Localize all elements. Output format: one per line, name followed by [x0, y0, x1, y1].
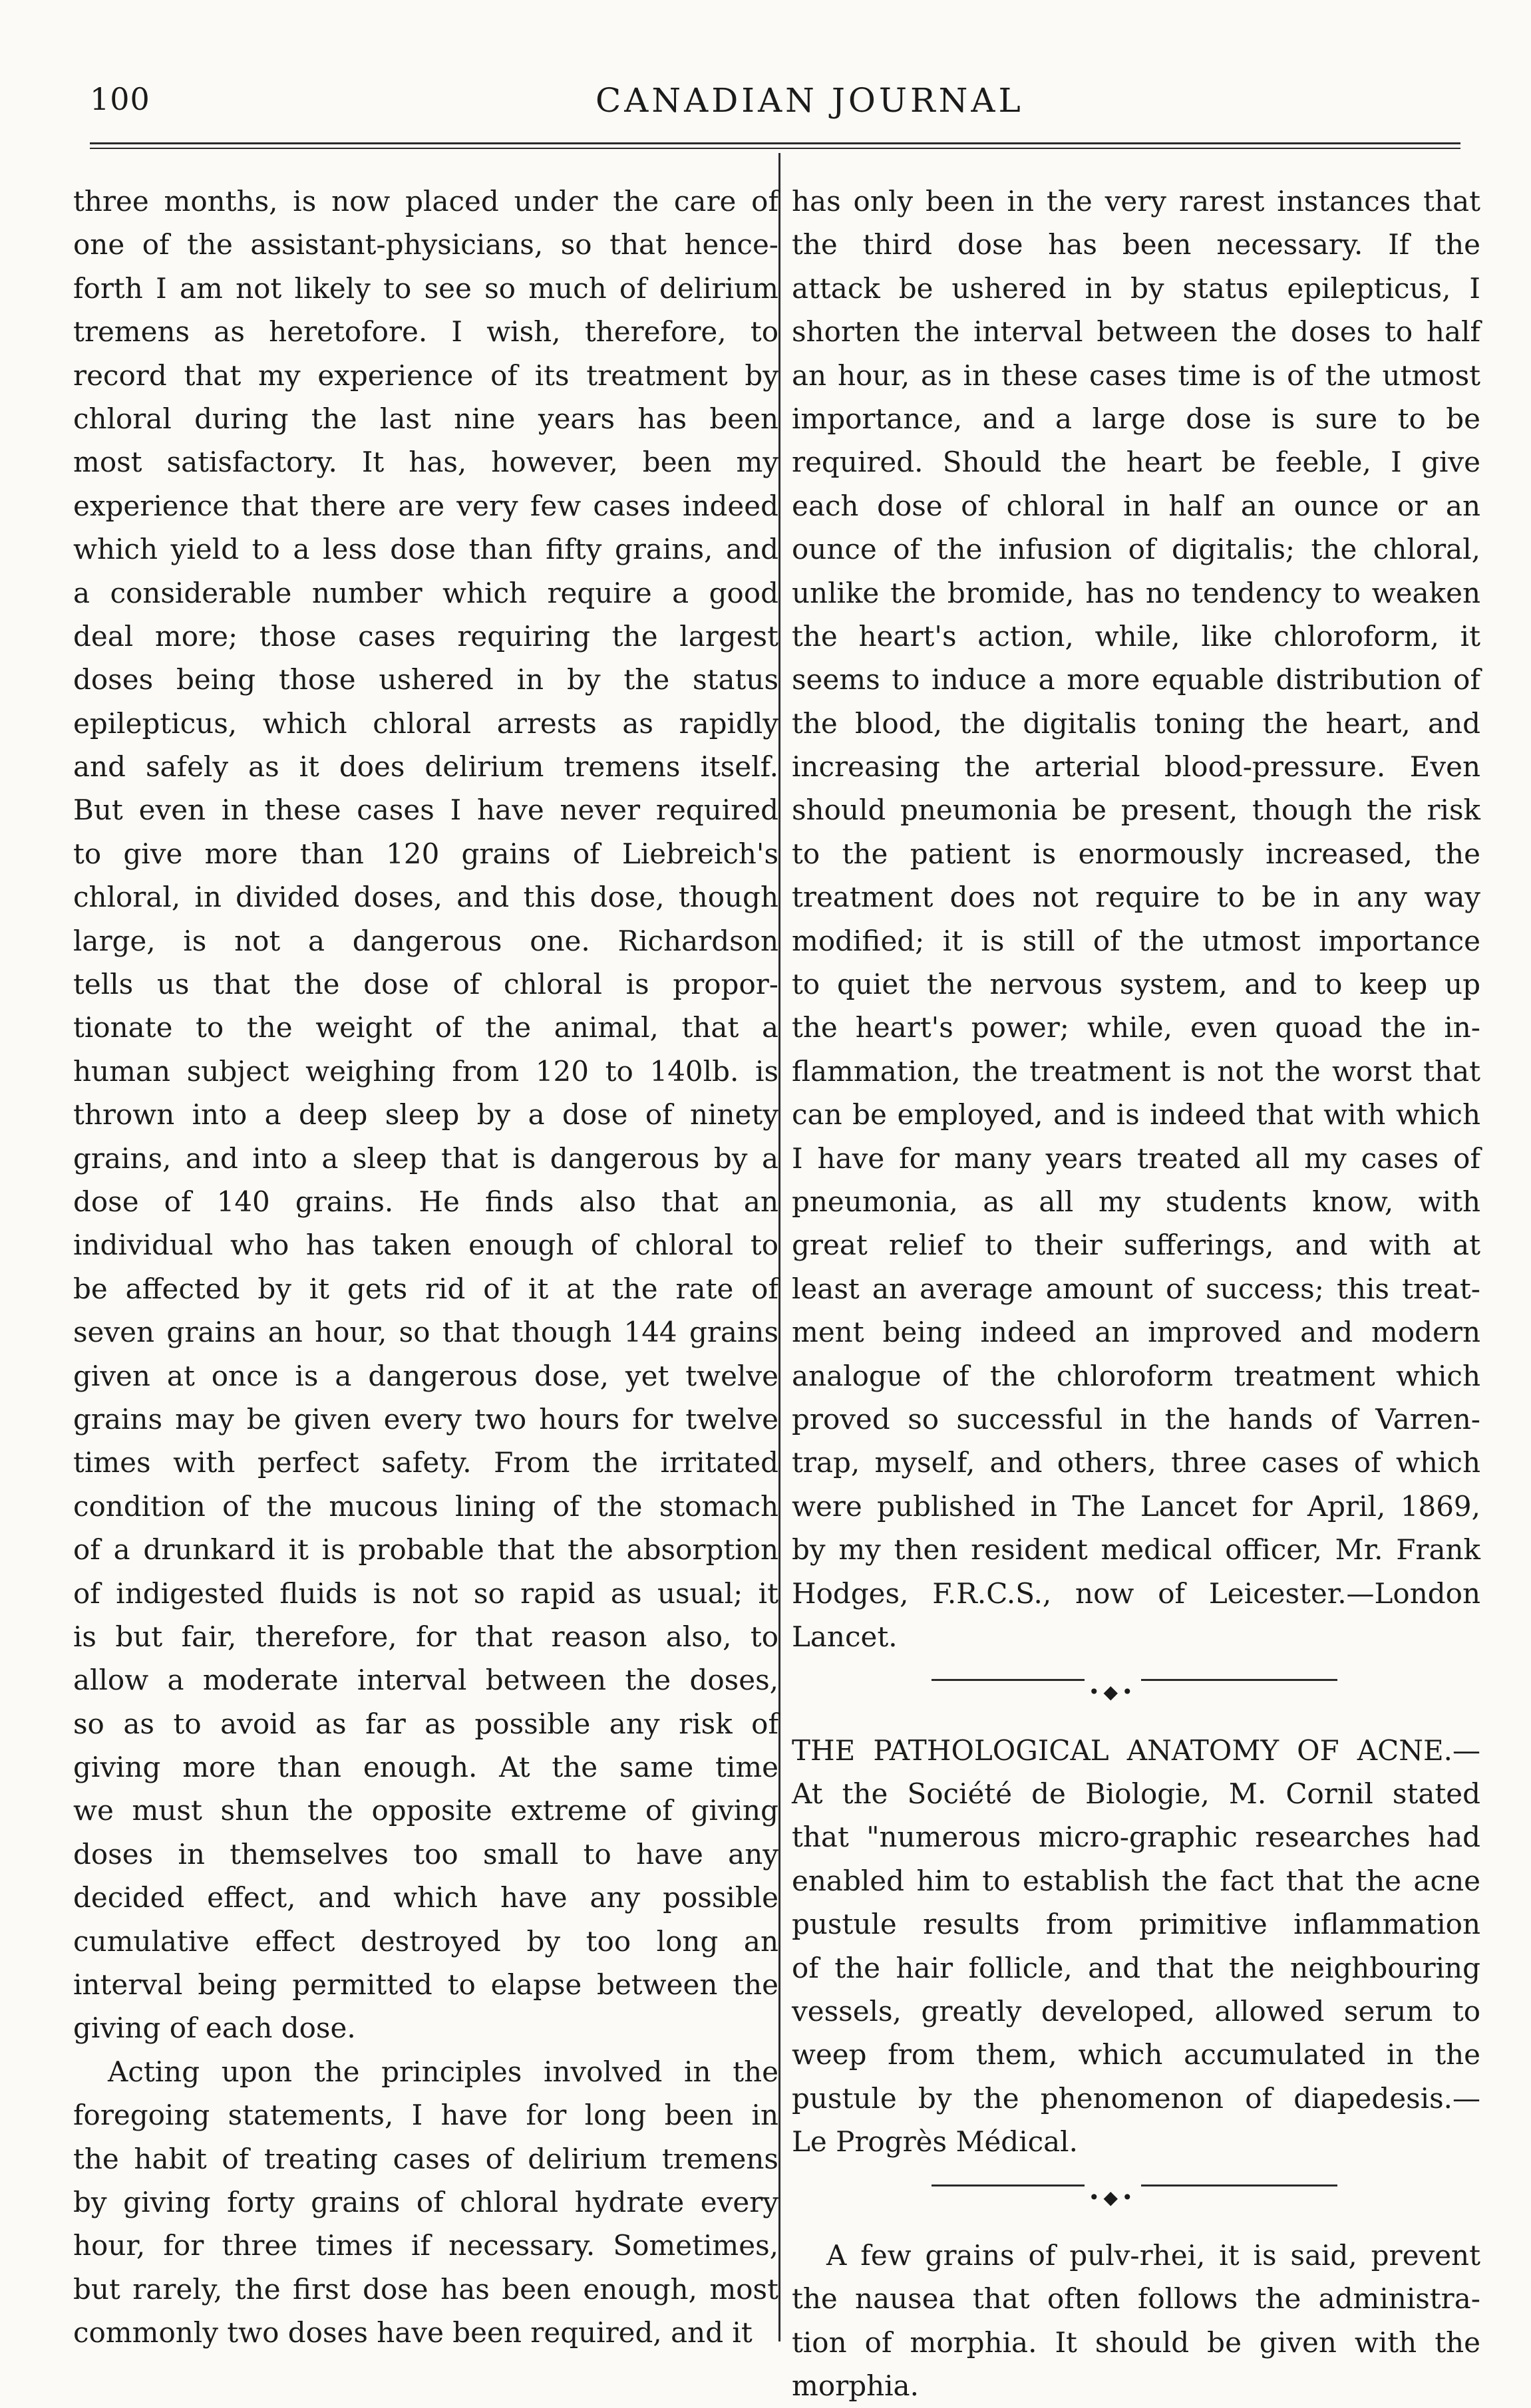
left-column-line: most satisfactory. It has, however, been my: [73, 446, 778, 479]
article-line: to quiet the nervous system, and to keep up: [792, 968, 1480, 1001]
section-separator: [792, 1658, 1480, 1702]
article-line: to the patient is enormously increased, the: [792, 837, 1480, 870]
rhubarb-item-line: A few grains of pulv-rhei, it is said, prevent: [826, 2238, 1480, 2272]
section-separator: [792, 2164, 1480, 2207]
left-column: [73, 180, 778, 2355]
article-line: least an average amount of success; this treat-: [792, 1272, 1480, 1305]
rhubarb-item-line: morphia.: [792, 2369, 919, 2403]
left-column-line: doses being those ushered in by the status: [73, 663, 778, 696]
rhubarb-item-line: tion of morphia. It should be given with the: [792, 2326, 1480, 2359]
page-number: 100: [90, 81, 150, 117]
left-column-line: by giving forty grains of chloral hydrate every: [73, 2185, 778, 2218]
left-column-line: of indigested fluids is not so rapid as usual; it: [73, 1577, 778, 1610]
article-line: treatment does not require to be in any way: [792, 881, 1480, 914]
left-column-line: three months, is now placed under the care of: [73, 185, 778, 218]
acne-item-line: Le Progrès Médical.: [792, 2125, 1078, 2159]
left-column-line: deal more; those cases requiring the largest: [73, 619, 778, 653]
left-column-line: so as to avoid as far as possible any risk of: [73, 1707, 778, 1740]
article-line: an hour, as in these cases time is of the utmost: [792, 359, 1480, 392]
header-rule-inner: [90, 148, 1460, 149]
left-column-line: forth I am not likely to see so much of delirium: [73, 271, 778, 305]
left-column-line: doses in themselves too small to have any: [73, 1837, 778, 1871]
left-column-line: seven grains an hour, so that though 144 grains: [73, 1316, 778, 1349]
article-line: proved so successful in the hands of Varren-: [792, 1402, 1480, 1435]
left-column-line: the habit of treating cases of delirium tremens: [73, 2142, 778, 2175]
column-divider: [778, 153, 780, 2341]
article-line: analogue of the chloroform treatment which: [792, 1359, 1480, 1392]
article-line: increasing the arterial blood-pressure. Even: [792, 750, 1480, 784]
article-line: the heart's power; while, even quoad the in-: [792, 1011, 1480, 1044]
left-column-line: Acting upon the principles involved in the: [108, 2055, 778, 2088]
acne-item-line: THE PATHOLOGICAL ANATOMY OF ACNE.—: [792, 1733, 1480, 1767]
article-line: ounce of the infusion of digitalis; the chloral,: [792, 533, 1480, 566]
acne-item-line: enabled him to establish the fact that the acne: [792, 1864, 1480, 1897]
left-column-line: dose of 140 grains. He finds also that an: [73, 1185, 778, 1218]
left-column-line: times with perfect safety. From the irritated: [73, 1446, 778, 1479]
left-column-line: But even in these cases I have never required: [73, 794, 778, 827]
left-column-line: foregoing statements, I have for long been in: [73, 2099, 778, 2132]
header-rule: [90, 142, 1460, 144]
article-line: seems to induce a more equable distribution of: [792, 663, 1480, 696]
article-line: the heart's action, while, like chloroform, it: [792, 619, 1480, 653]
article-line: I have for many years treated all my cases of: [792, 1141, 1480, 1175]
article-line: unlike the bromide, has no tendency to weaken: [792, 576, 1480, 609]
article-line: were published in The Lancet for April, 1869,: [792, 1489, 1480, 1523]
left-column-line: be affected by it gets rid of it at the rate of: [73, 1272, 778, 1305]
article-line: the blood, the digitalis toning the heart, and: [792, 706, 1480, 740]
article-line: required. Should the heart be feeble, I give: [792, 446, 1480, 479]
separator-ornament: •◆•: [1085, 2176, 1141, 2219]
article-line: each dose of chloral in half an ounce or an: [792, 489, 1480, 522]
left-column-line: which yield to a less dose than fifty grains, and: [73, 533, 778, 566]
left-column-line: large, is not a dangerous one. Richardson: [73, 924, 778, 957]
left-column-line: tremens as heretofore. I wish, therefore, to: [73, 315, 778, 349]
left-column-line: of a drunkard it is probable that the absorption: [73, 1533, 778, 1567]
left-column-line: record that my experience of its treatment by: [73, 359, 778, 392]
left-column-line: human subject weighing from 120 to 140lb. is: [73, 1054, 778, 1088]
left-column-line: individual who has taken enough of chloral to: [73, 1229, 778, 1262]
acne-item-line: that "numerous micro-graphic researches had: [792, 1821, 1480, 1854]
acne-item-line: pustule by the phenomenon of diapedesis.—: [792, 2081, 1480, 2115]
article-line: should pneumonia be present, though the risk: [792, 794, 1480, 827]
page-header: [90, 81, 1457, 128]
left-column-line: decided effect, and which have any possible: [73, 1881, 778, 1914]
left-column-line: is but fair, therefore, for that reason also, to: [73, 1620, 778, 1653]
left-column-line: interval being permitted to elapse between the: [73, 1968, 778, 2002]
article-line: importance, and a large dose is sure to be: [792, 402, 1480, 435]
left-column-line: chloral, in divided doses, and this dose, though: [73, 881, 778, 914]
left-column-line: grains may be given every two hours for twelve: [73, 1402, 778, 1435]
acne-item-line: of the hair follicle, and that the neighbouring: [792, 1951, 1480, 1984]
left-column-line: cumulative effect destroyed by too long an: [73, 1924, 778, 1958]
running-title: CANADIAN JOURNAL: [595, 81, 1024, 120]
article-line: Hodges, F.R.C.S., now of Leicester.—London: [792, 1577, 1480, 1610]
article-line: has only been in the very rarest instances that: [792, 185, 1480, 218]
left-column-line: to give more than 120 grains of Liebreich's: [73, 837, 778, 870]
left-column-line: commonly two doses have been required, and it: [73, 2316, 753, 2349]
left-column-line: given at once is a dangerous dose, yet twelve: [73, 1359, 778, 1392]
acne-item-line: At the Société de Biologie, M. Cornil stated: [792, 1777, 1480, 1811]
article-line: ment being indeed an improved and modern: [792, 1316, 1480, 1349]
article-line: the third dose has been necessary. If the: [792, 228, 1480, 261]
article-line: attack be ushered in by status epilepticus, I: [792, 271, 1480, 305]
left-column-line: grains, and into a sleep that is dangerous by a: [73, 1141, 778, 1175]
right-column: [792, 180, 1480, 2408]
article-line: pneumonia, as all my students know, with: [792, 1185, 1480, 1218]
left-column-line: epilepticus, which chloral arrests as rapidly: [73, 706, 778, 740]
acne-item-line: vessels, greatly developed, allowed serum to: [792, 1995, 1480, 2028]
article-line: flammation, the treatment is not the worst that: [792, 1054, 1480, 1088]
acne-item-line: weep from them, which accumulated in the: [792, 2038, 1480, 2071]
article-line: trap, myself, and others, three cases of which: [792, 1446, 1480, 1479]
left-column-line: and safely as it does delirium tremens itself.: [73, 750, 778, 784]
article-line: Lancet.: [792, 1620, 898, 1653]
article-line: shorten the interval between the doses to half: [792, 315, 1480, 349]
left-column-line: thrown into a deep sleep by a dose of ninety: [73, 1098, 778, 1131]
article-line: modified; it is still of the utmost importance: [792, 924, 1480, 957]
left-column-line: tionate to the weight of the animal, that a: [73, 1011, 778, 1044]
left-column-line: condition of the mucous lining of the stomach: [73, 1489, 778, 1523]
left-column-line: hour, for three times if necessary. Sometimes,: [73, 2229, 778, 2262]
left-column-line: giving of each dose.: [73, 2012, 356, 2045]
left-column-line: tells us that the dose of chloral is propor-: [73, 968, 778, 1001]
left-column-line: chloral during the last nine years has been: [73, 402, 778, 435]
left-column-line: but rarely, the first dose has been enough, most: [73, 2272, 778, 2306]
left-column-line: we must shun the opposite extreme of giving: [73, 1794, 778, 1827]
article-line: by my then resident medical officer, Mr. Frank: [792, 1533, 1480, 1567]
left-column-line: giving more than enough. At the same time: [73, 1751, 778, 1784]
left-column-line: experience that there are very few cases indeed: [73, 489, 778, 522]
left-column-line: one of the assistant-physicians, so that hence-: [73, 228, 778, 261]
rhubarb-item-line: the nausea that often follows the administra-: [792, 2282, 1480, 2316]
acne-item-line: pustule results from primitive inflammation: [792, 1908, 1480, 1941]
left-column-line: allow a moderate interval between the doses,: [73, 1664, 778, 1697]
separator-ornament: •◆•: [1085, 1670, 1141, 1714]
article-line: can be employed, and is indeed that with which: [792, 1098, 1480, 1131]
article-line: great relief to their sufferings, and with at: [792, 1229, 1480, 1262]
left-column-line: a considerable number which require a good: [73, 576, 778, 609]
